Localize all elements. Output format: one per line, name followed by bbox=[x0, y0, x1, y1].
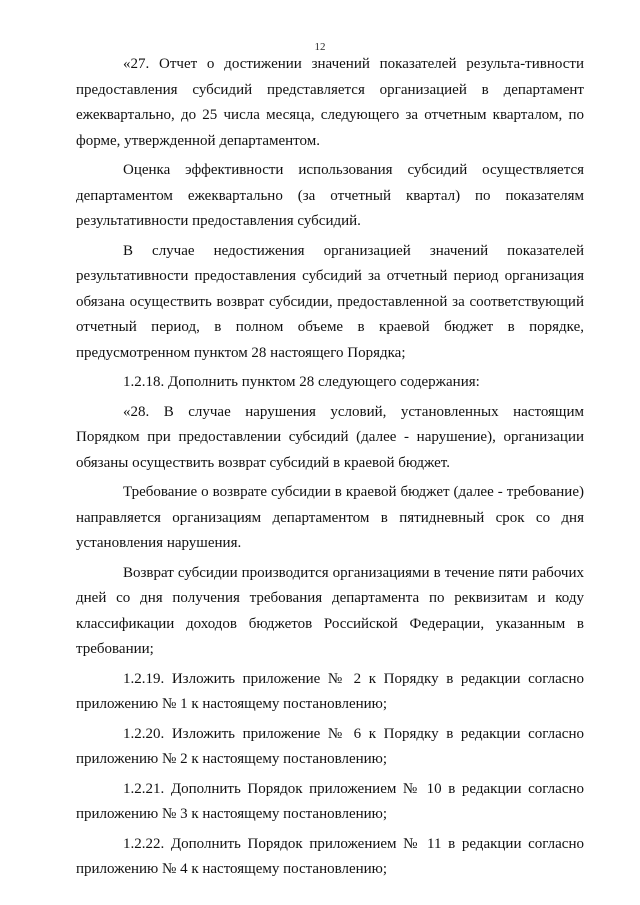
paragraph-violation-28: «28. В случае нарушения условий, установленных настоящим Порядком при предоставлении субсидий (далее - нарушение), организации обязаны осуществить возврат субсидий в краевой бюджет. bbox=[76, 403, 584, 471]
paragraph-return-procedure: Возврат субсидии производится организациями в течение пяти рабочих дней со дня получения требования департамента по реквизитам и коду классификации доходов бюджетов Российской Федерации, указанным в требовании; bbox=[76, 564, 584, 657]
paragraph-return-requirement: Требование о возврате субсидии в краевой бюджет (далее - требование) направляется организациям департаментом в пятидневный срок со дня установления нарушения. bbox=[76, 484, 584, 551]
paragraph-efficiency-assessment: Оценка эффективности использования субсидий осуществляется департаментом ежеквартально (за отчетный квартал) по показателям результативности предоставления субсидий. bbox=[76, 162, 584, 229]
paragraph-1-2-20: 1.2.20. Изложить приложение № 6 к Порядку в редакции согласно приложению № 2 к настоящему постановлению; bbox=[76, 725, 584, 767]
page-number: 12 bbox=[314, 41, 326, 53]
paragraph-1-2-21: 1.2.21. Дополнить Порядок приложением № 10 в редакции согласно приложению № 3 к настоящему постановлению; bbox=[76, 780, 584, 822]
paragraph-1-2-22: 1.2.22. Дополнить Порядок приложением № 11 в редакции согласно приложению № 4 к настоящему постановлению; bbox=[76, 835, 584, 877]
paragraph-1-2-18: 1.2.18. Дополнить пунктом 28 следующего содержания: bbox=[123, 374, 480, 390]
document-body bbox=[76, 52, 584, 887]
paragraph-non-achievement: В случае недостижения организацией значений показателей результативности предоставления субсидий за отчетный период организация обязана осуществить возврат субсидии, предоставленной за соответствующий отчетный период, в полном объеме в краевой бюджет в порядке, предусмотренном пунктом 28 настоящего Порядка; bbox=[76, 242, 584, 361]
paragraph-1-2-19: 1.2.19. Изложить приложение № 2 к Порядку в редакции согласно приложению № 1 к настоящему постановлению; bbox=[76, 670, 584, 712]
paragraph-report-27: «27. Отчет о достижении значений показателей результа-тивности предоставления субсидий представляется организацией в департамент ежеквартально, до 25 числа месяца, следующего за отчетным кварталом, по форме, утвержденной департаментом. bbox=[76, 56, 584, 149]
